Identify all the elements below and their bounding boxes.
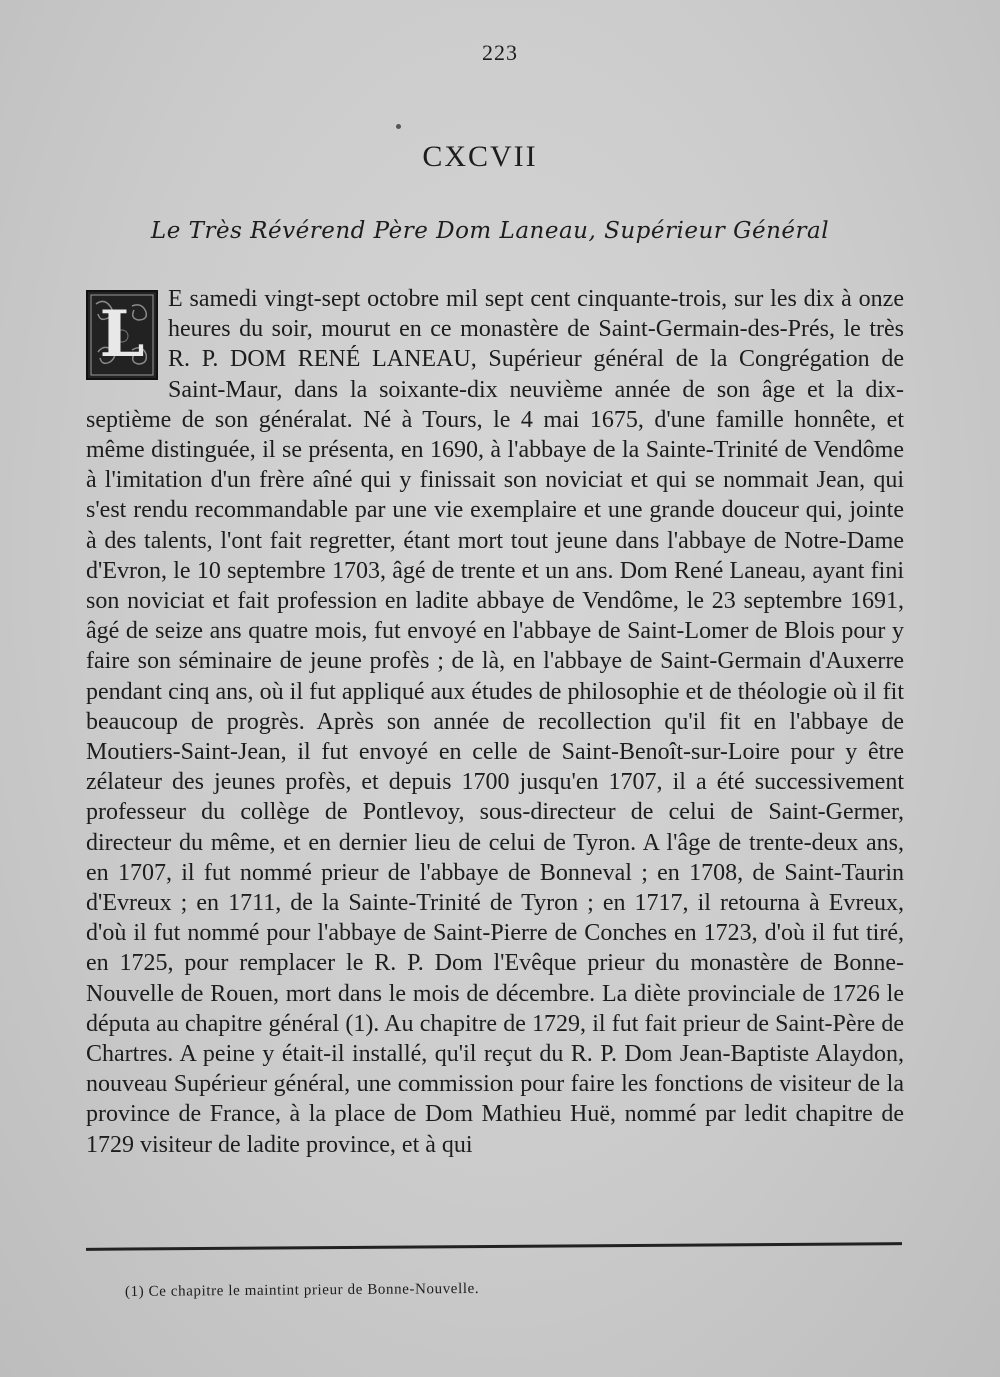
body-text (86, 284, 904, 1160)
footnote: (1) Ce chapitre le maintint prieur de Bonne-Nouvelle. (124, 1280, 480, 1300)
dropcap-letter: L (99, 297, 145, 372)
chapter-title: Le Très Révérend Père Dom Laneau, Supérieur Général (150, 218, 830, 244)
chapter-numeral: CXCVII (422, 140, 538, 173)
ink-dot (396, 124, 401, 129)
ornate-dropcap (86, 290, 158, 380)
footnote-rule (86, 1242, 902, 1251)
page-number: 223 (482, 40, 518, 65)
body-paragraph: E samedi vingt-sept octobre mil sept cent cinquante-trois, sur les dix à onze heures du soir, mourut en ce monastère de Saint-Germain-des-Prés, le très R. P. DOM RENÉ LANEAU, Supérieur général de la Congrégation de Saint-Maur, dans la soixante-dix neuvième année de son âge et la dix-septième de son généralat. Né à Tours, le 4 mai 1675, d'une famille honnête, et même distinguée, il se présenta, en 1690, à l'abbaye de la Sainte-Trinité de Vendôme à l'imitation d'un frère aîné qui y finissait son noviciat et qui se nommait Jean, qui s'est rendu recommandable par une vie exemplaire et une grande douceur qui, jointe à des talents, l'ont fait regretter, étant mort tout jeune dans l'abbaye de Notre-Dame d'Evron, le 10 septembre 1703, âgé de trente et un ans. Dom René Laneau, ayant fini son noviciat et fait profession en ladite abbaye de Vendôme, le 23 septembre 1691, âgé de seize ans quatre mois, fut envoyé en l'abbaye de Saint-Lomer de Blois pour y faire son séminaire de jeune profès ; de là, en l'abbaye de Saint-Germain d'Auxerre pendant cinq ans, où il fut appliqué aux études de philosophie et de théologie où il fit beaucoup de progrès. Après son année de recollection qu'il fit en l'abbaye de Moutiers-Saint-Jean, il fut envoyé en celle de Saint-Benoît-sur-Loire pour y être zélateur des jeunes profès, et depuis 1700 jusqu'en 1707, il a été successivement professeur du collège de Pontlevoy, sous-directeur de celui de Saint-Germer, directeur du même, et en dernier lieu de celui de Tyron. A l'âge de trente-deux ans, en 1707, il fut nommé prieur de l'abbaye de Bonneval ; en 1708, de Saint-Taurin d'Evreux ; en 1711, de la Sainte-Trinité de Tyron ; en 1717, il retourna à Evreux, d'où il fut nommé pour l'abbaye de Saint-Pierre de Conches en 1723, d'où il fut tiré, en 1725, pour remplacer le R. P. Dom l'Evêque prieur du monastère de Bonne-Nouvelle de Rouen, mort dans le mois de décembre. La diète provinciale de 1726 le députa au chapitre général (1). Au chapitre de 1729, il fut fait prieur de Saint-Père de Chartres. A peine y était-il installé, qu'il reçut du R. P. Dom Jean-Baptiste Alaydon, nouveau Supérieur général, une commission pour faire les fonctions de visiteur de la province de France, à la place de Dom Mathieu Huë, nommé par ledit chapitre de 1729 visiteur de ladite province, et à qui (86, 286, 904, 1158)
